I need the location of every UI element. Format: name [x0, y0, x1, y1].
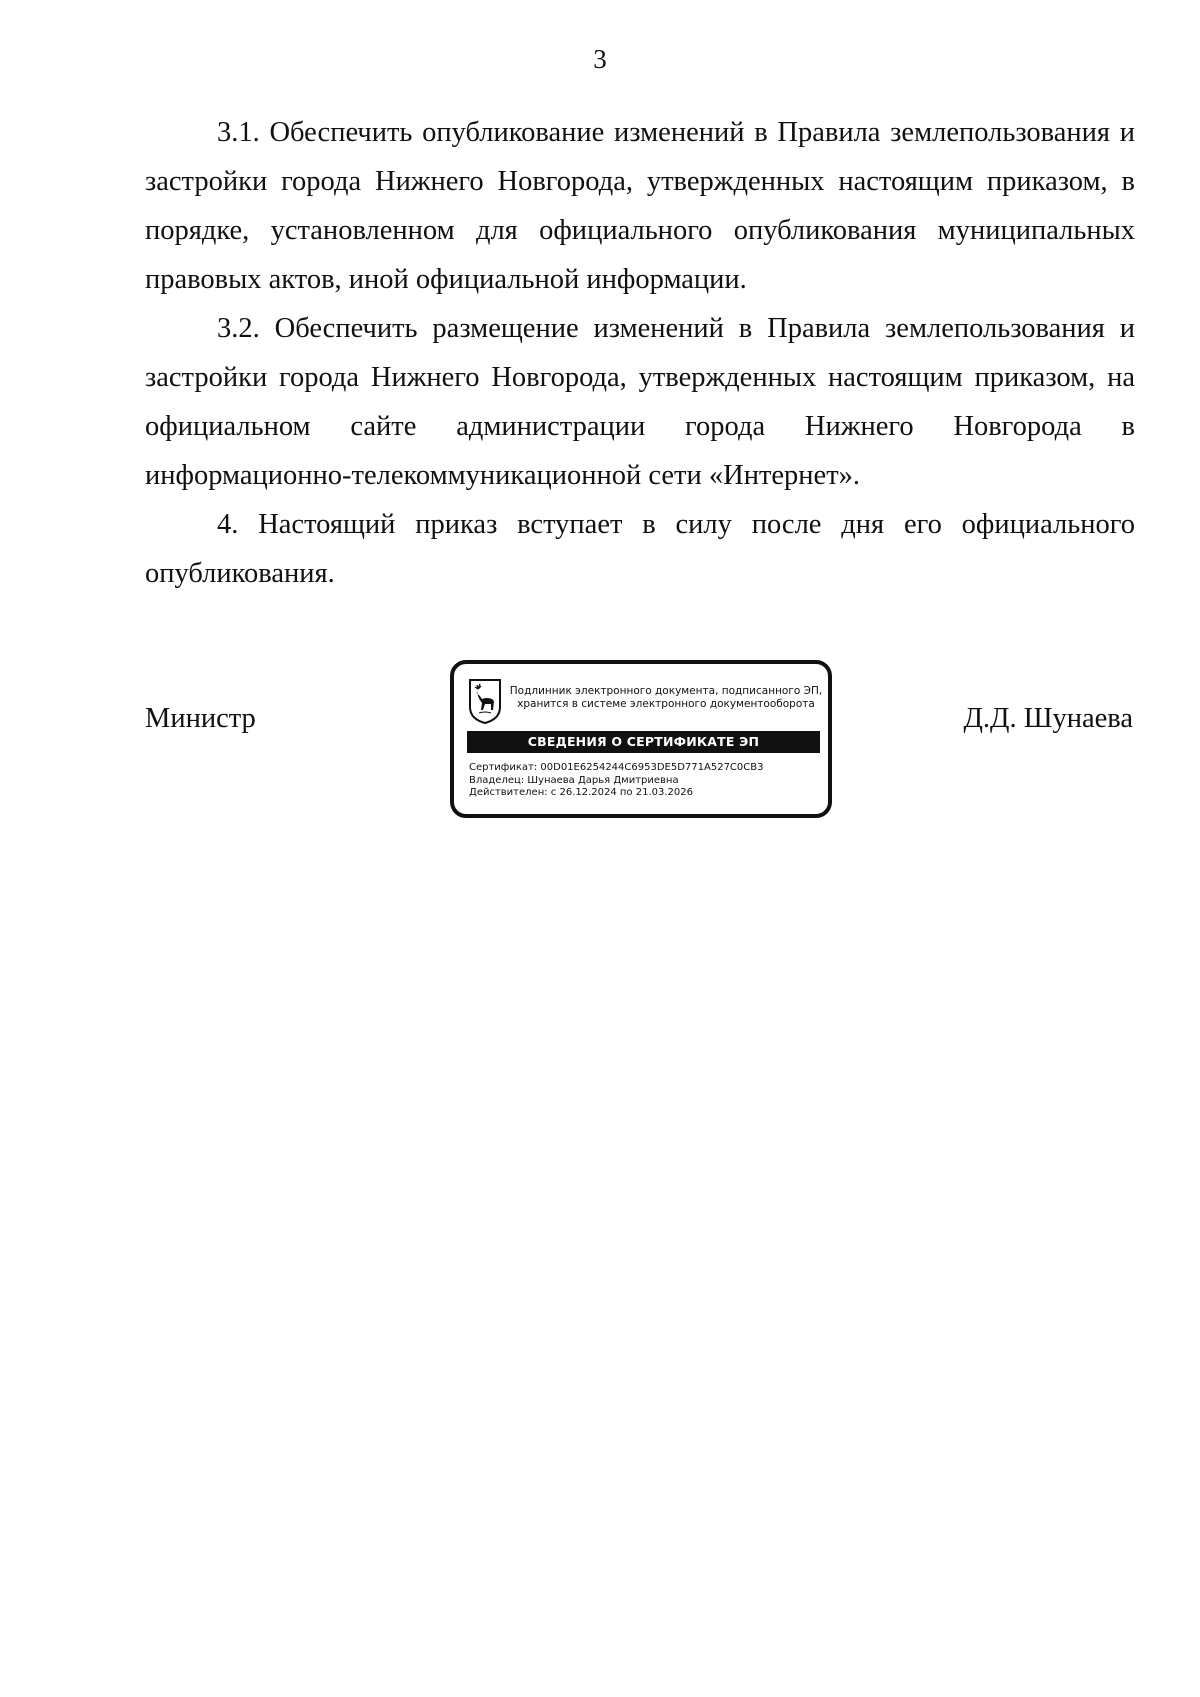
page-number: 3 [593, 44, 607, 74]
stamp-owner: Владелец: Шунаева Дарья Дмитриевна [469, 774, 679, 786]
stamp-header-line-1: Подлинник электронного документа, подписанного ЭП, [509, 685, 823, 697]
deer-coat-of-arms-icon [467, 677, 503, 725]
stamp-validity: Действителен: с 26.12.2024 по 21.03.2026 [469, 787, 693, 798]
stamp-header [506, 685, 826, 711]
stamp-title-bar: СВЕДЕНИЯ О СЕРТИФИКАТЕ ЭП [467, 731, 820, 753]
document-body [145, 108, 1135, 598]
paragraph-4: 4. Настоящий приказ вступает в силу после дня его официального опубликования. [145, 509, 1135, 589]
signature-block [0, 660, 1200, 820]
paragraph-3-2: 3.2. Обеспечить размещение изменений в Правила землепользования и застройки города Нижнего Новгорода, утвержденных настоящим приказом, на официальном сайте администрации города Нижнего Новгорода в информационно-телекоммуникационной сети «Интернет». [145, 313, 1135, 491]
paragraph-3-1: 3.1. Обеспечить опубликование изменений в Правила землепользования и застройки города Нижнего Новгорода, утвержденных настоящим приказом, в порядке, установленном для официального опубликования муниципальных правовых актов, иной официальной информации. [145, 117, 1135, 295]
signer-position: Министр [145, 703, 256, 734]
stamp-certificate: Сертификат: 00D01E6254244C6953DE5D771A527C0CB3 [469, 762, 764, 773]
electronic-signature-stamp [450, 660, 832, 818]
stamp-details [469, 762, 824, 800]
signer-name: Д.Д. Шунаева [963, 703, 1133, 734]
stamp-header-line-2: хранится в системе электронного документооборота [517, 698, 815, 710]
